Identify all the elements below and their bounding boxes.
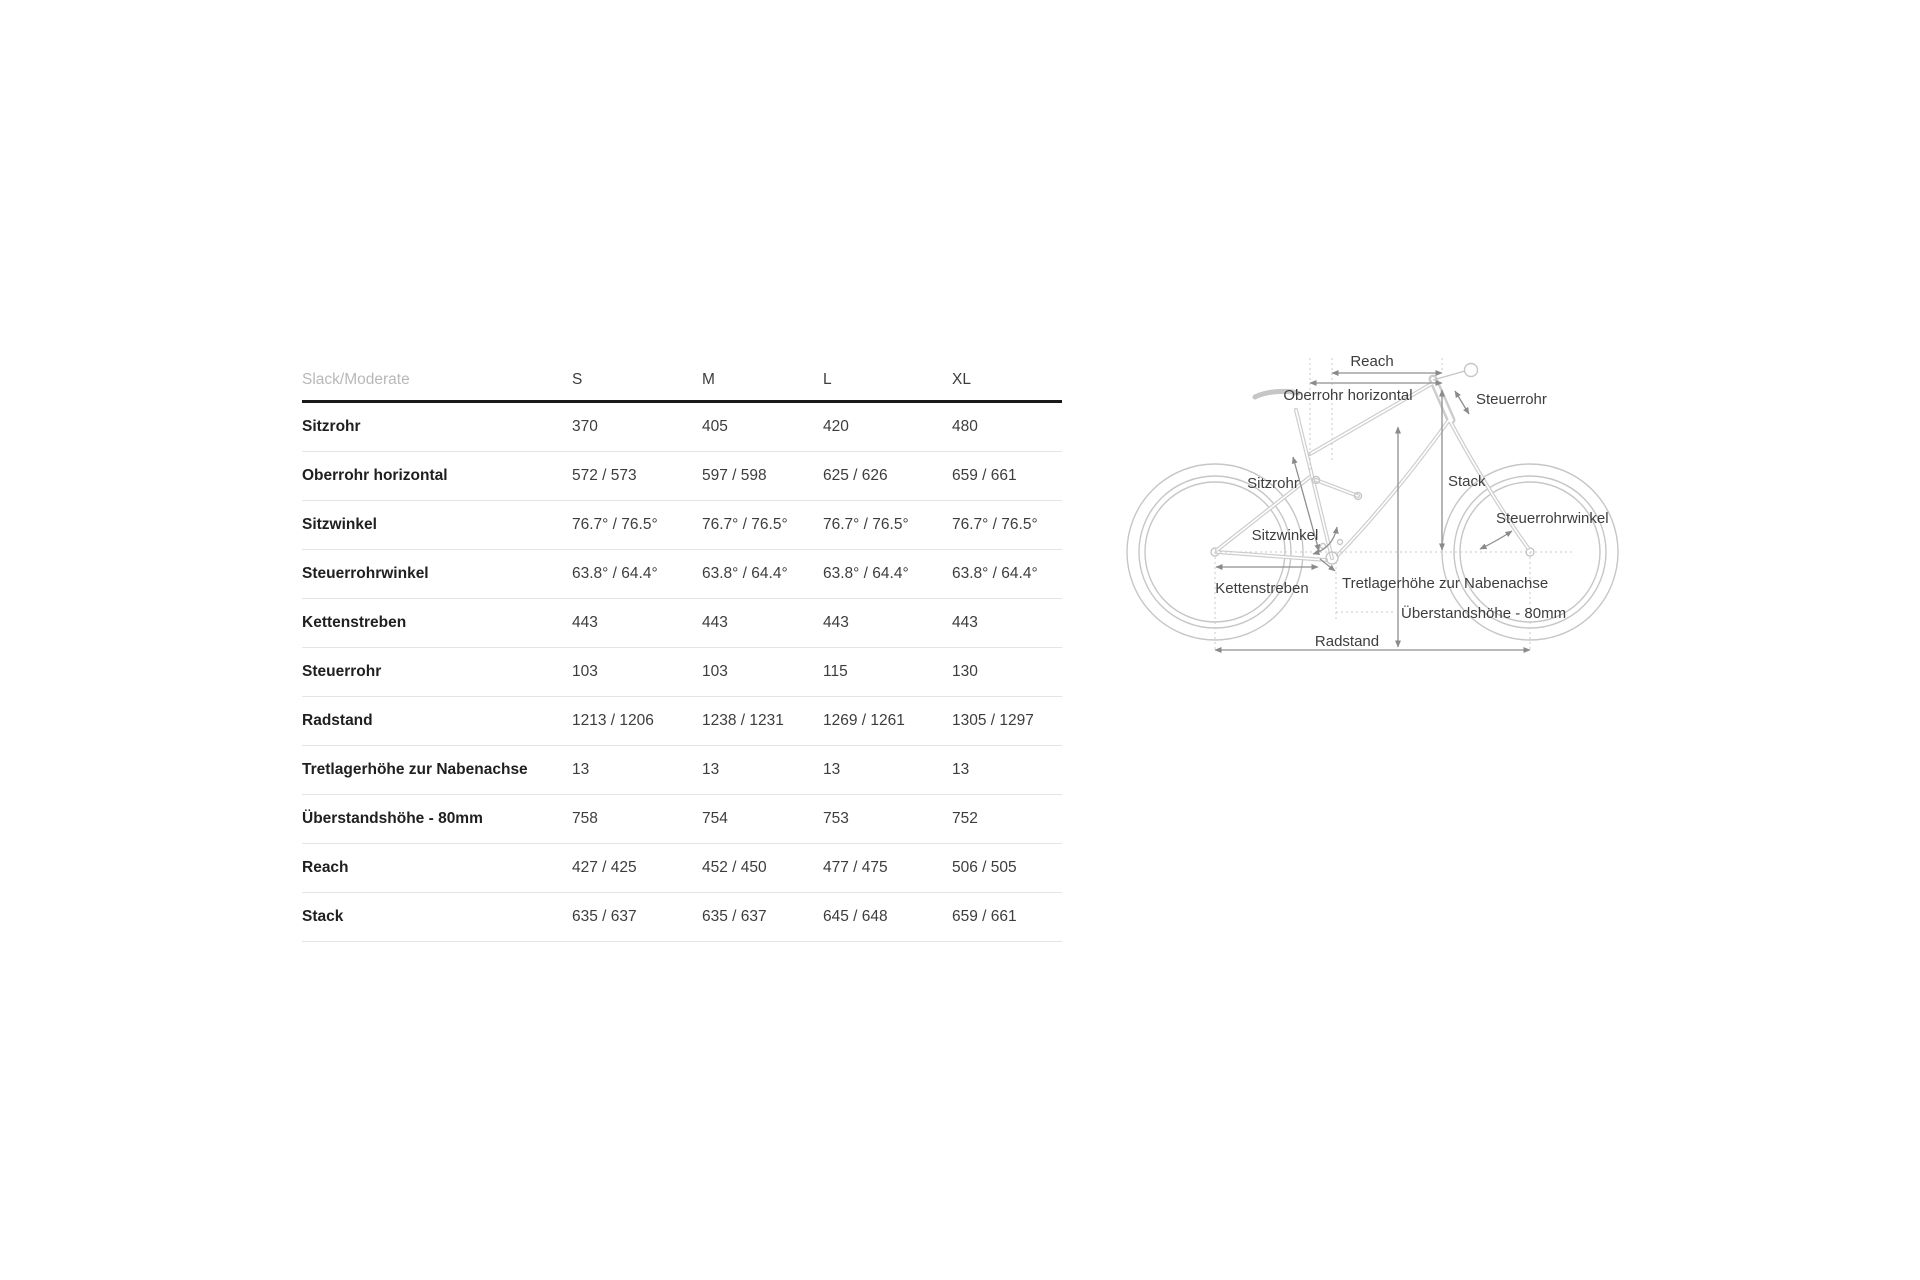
row-value-l: 443 bbox=[823, 599, 952, 648]
row-value-xl: 443 bbox=[952, 599, 1062, 648]
table-header-size-m: M bbox=[702, 360, 823, 402]
row-label: Stack bbox=[302, 893, 572, 942]
row-value-s: 758 bbox=[572, 795, 702, 844]
table-header-size-s: S bbox=[572, 360, 702, 402]
row-value-l: 1269 / 1261 bbox=[823, 697, 952, 746]
diagram-labels bbox=[1215, 353, 1608, 650]
row-value-s: 427 / 425 bbox=[572, 844, 702, 893]
row-value-m: 443 bbox=[702, 599, 823, 648]
row-value-m: 63.8° / 64.4° bbox=[702, 550, 823, 599]
row-label: Sitzwinkel bbox=[302, 501, 572, 550]
row-value-xl: 130 bbox=[952, 648, 1062, 697]
row-value-s: 63.8° / 64.4° bbox=[572, 550, 702, 599]
kettenstreben-label: Kettenstreben bbox=[1215, 580, 1309, 597]
geometry-table-section bbox=[302, 360, 1062, 942]
row-value-l: 645 / 648 bbox=[823, 893, 952, 942]
row-value-m: 754 bbox=[702, 795, 823, 844]
sitzwinkel-label: Sitzwinkel bbox=[1251, 527, 1319, 544]
table-row bbox=[302, 452, 1062, 501]
table-row bbox=[302, 844, 1062, 893]
bike-geometry-diagram bbox=[1120, 330, 1680, 690]
row-label: Oberrohr horizontal bbox=[302, 452, 572, 501]
sitzrohr-label: Sitzrohr bbox=[1247, 475, 1299, 492]
steuerrohr-arrow bbox=[1455, 391, 1469, 414]
table-row bbox=[302, 795, 1062, 844]
row-value-m: 405 bbox=[702, 402, 823, 452]
row-value-l: 477 / 475 bbox=[823, 844, 952, 893]
row-value-m: 13 bbox=[702, 746, 823, 795]
row-label: Radstand bbox=[302, 697, 572, 746]
table-row bbox=[302, 550, 1062, 599]
row-value-m: 103 bbox=[702, 648, 823, 697]
table-row bbox=[302, 648, 1062, 697]
row-value-m: 76.7° / 76.5° bbox=[702, 501, 823, 550]
row-value-s: 76.7° / 76.5° bbox=[572, 501, 702, 550]
row-value-xl: 752 bbox=[952, 795, 1062, 844]
geometry-table bbox=[302, 360, 1062, 942]
row-value-m: 452 / 450 bbox=[702, 844, 823, 893]
stack-label: Stack bbox=[1448, 473, 1486, 490]
steuerrohrwinkel-label: Steuerrohrwinkel bbox=[1496, 510, 1609, 527]
row-value-l: 625 / 626 bbox=[823, 452, 952, 501]
row-value-m: 1238 / 1231 bbox=[702, 697, 823, 746]
row-value-l: 753 bbox=[823, 795, 952, 844]
row-value-s: 103 bbox=[572, 648, 702, 697]
row-value-l: 63.8° / 64.4° bbox=[823, 550, 952, 599]
oberrohr-label: Oberrohr horizontal bbox=[1283, 387, 1413, 404]
table-header-mode: Slack/Moderate bbox=[302, 360, 572, 402]
row-value-s: 635 / 637 bbox=[572, 893, 702, 942]
row-value-l: 115 bbox=[823, 648, 952, 697]
row-value-m: 635 / 637 bbox=[702, 893, 823, 942]
steuerrohrwinkel-arc bbox=[1480, 531, 1512, 549]
tretlagerhoehe-label: Tretlagerhöhe zur Nabenachse bbox=[1342, 575, 1549, 592]
row-label: Kettenstreben bbox=[302, 599, 572, 648]
row-value-xl: 63.8° / 64.4° bbox=[952, 550, 1062, 599]
row-value-xl: 1305 / 1297 bbox=[952, 697, 1062, 746]
row-value-s: 370 bbox=[572, 402, 702, 452]
row-value-s: 572 / 573 bbox=[572, 452, 702, 501]
row-label: Steuerrohrwinkel bbox=[302, 550, 572, 599]
steuerrohr-label: Steuerrohr bbox=[1476, 391, 1547, 408]
row-value-l: 76.7° / 76.5° bbox=[823, 501, 952, 550]
bike-diagram-svg bbox=[1120, 330, 1680, 690]
row-value-s: 13 bbox=[572, 746, 702, 795]
table-row bbox=[302, 697, 1062, 746]
row-value-xl: 659 / 661 bbox=[952, 893, 1062, 942]
row-value-m: 597 / 598 bbox=[702, 452, 823, 501]
table-row bbox=[302, 501, 1062, 550]
ueberstandshoehe-label: Überstandshöhe - 80mm bbox=[1401, 605, 1567, 622]
row-value-s: 1213 / 1206 bbox=[572, 697, 702, 746]
handlebar-grip bbox=[1465, 364, 1478, 377]
table-header-size-xl: XL bbox=[952, 360, 1062, 402]
row-value-l: 13 bbox=[823, 746, 952, 795]
row-label: Steuerrohr bbox=[302, 648, 572, 697]
row-value-xl: 480 bbox=[952, 402, 1062, 452]
table-header-size-l: L bbox=[823, 360, 952, 402]
row-value-xl: 76.7° / 76.5° bbox=[952, 501, 1062, 550]
table-row bbox=[302, 599, 1062, 648]
table-header-row bbox=[302, 360, 1062, 402]
reach-label: Reach bbox=[1350, 353, 1394, 370]
row-label: Tretlagerhöhe zur Nabenachse bbox=[302, 746, 572, 795]
row-label: Überstandshöhe - 80mm bbox=[302, 795, 572, 844]
row-value-xl: 659 / 661 bbox=[952, 452, 1062, 501]
row-value-s: 443 bbox=[572, 599, 702, 648]
row-value-xl: 13 bbox=[952, 746, 1062, 795]
table-row bbox=[302, 893, 1062, 942]
row-value-xl: 506 / 505 bbox=[952, 844, 1062, 893]
radstand-label: Radstand bbox=[1314, 633, 1380, 650]
row-label: Sitzrohr bbox=[302, 402, 572, 452]
table-row bbox=[302, 746, 1062, 795]
geometry-table-body bbox=[302, 402, 1062, 942]
row-value-l: 420 bbox=[823, 402, 952, 452]
table-row bbox=[302, 402, 1062, 452]
row-label: Reach bbox=[302, 844, 572, 893]
